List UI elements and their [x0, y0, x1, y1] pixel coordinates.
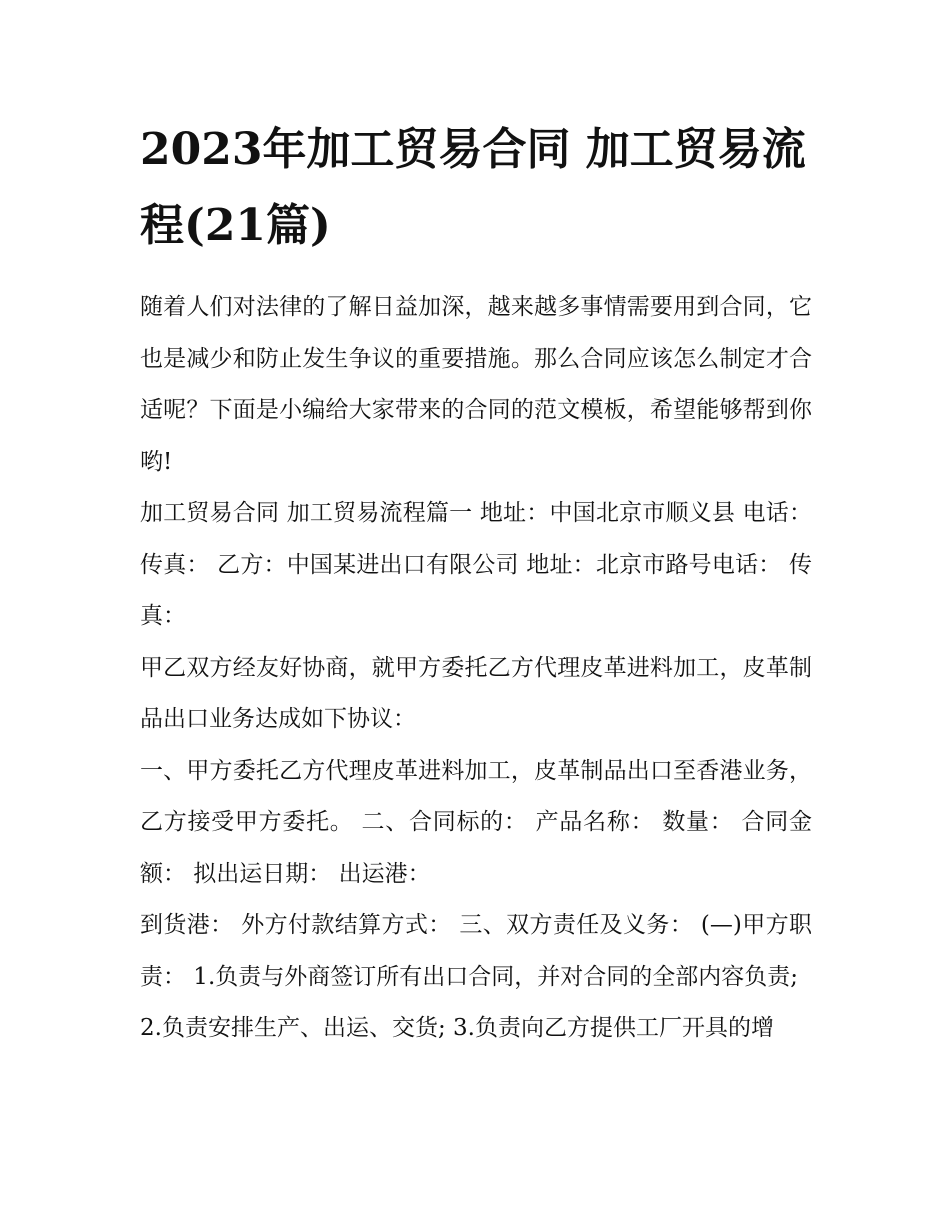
document-page [140, 112, 812, 1055]
paragraph-intro: 随着人们对法律的了解日益加深，越来越多事情需要用到合同，它也是减少和防止发生争议的重要措施。那么合同应该怎么制定才合适呢？下面是小编给大家带来的合同的范文模板，希望能够帮到你哟! [140, 294, 812, 475]
document-title: 2023年加工贸易合同 加工贸易流程(21篇) [140, 124, 806, 251]
paragraph-parties: 加工贸易合同 加工贸易流程篇一 地址：中国北京市顺义县 电话： 传真： 乙方：中国某进出口有限公司 地址：北京市路号电话： 传真： [140, 500, 812, 629]
paragraph-agreement: 甲乙双方经友好协商，就甲方委托乙方代理皮革进料加工，皮革制品出口业务达成如下协议： [140, 654, 812, 732]
paragraph-clause-three: 到货港： 外方付款结算方式： 三、双方责任及义务： (—)甲方职责： 1.负责与外商签订所有出口合同，并对合同的全部内容负责; [140, 912, 812, 990]
paragraph-duties: 2.负责安排生产、出运、交货; 3.负责向乙方提供工厂开具的增 [140, 1015, 774, 1041]
paragraph-clause-one: 一、甲方委托乙方代理皮革进料加工，皮革制品出口至香港业务，乙方接受甲方委托。 二、合同标的： 产品名称： 数量： 合同金额： 拟出运日期： 出运港： [140, 757, 812, 887]
